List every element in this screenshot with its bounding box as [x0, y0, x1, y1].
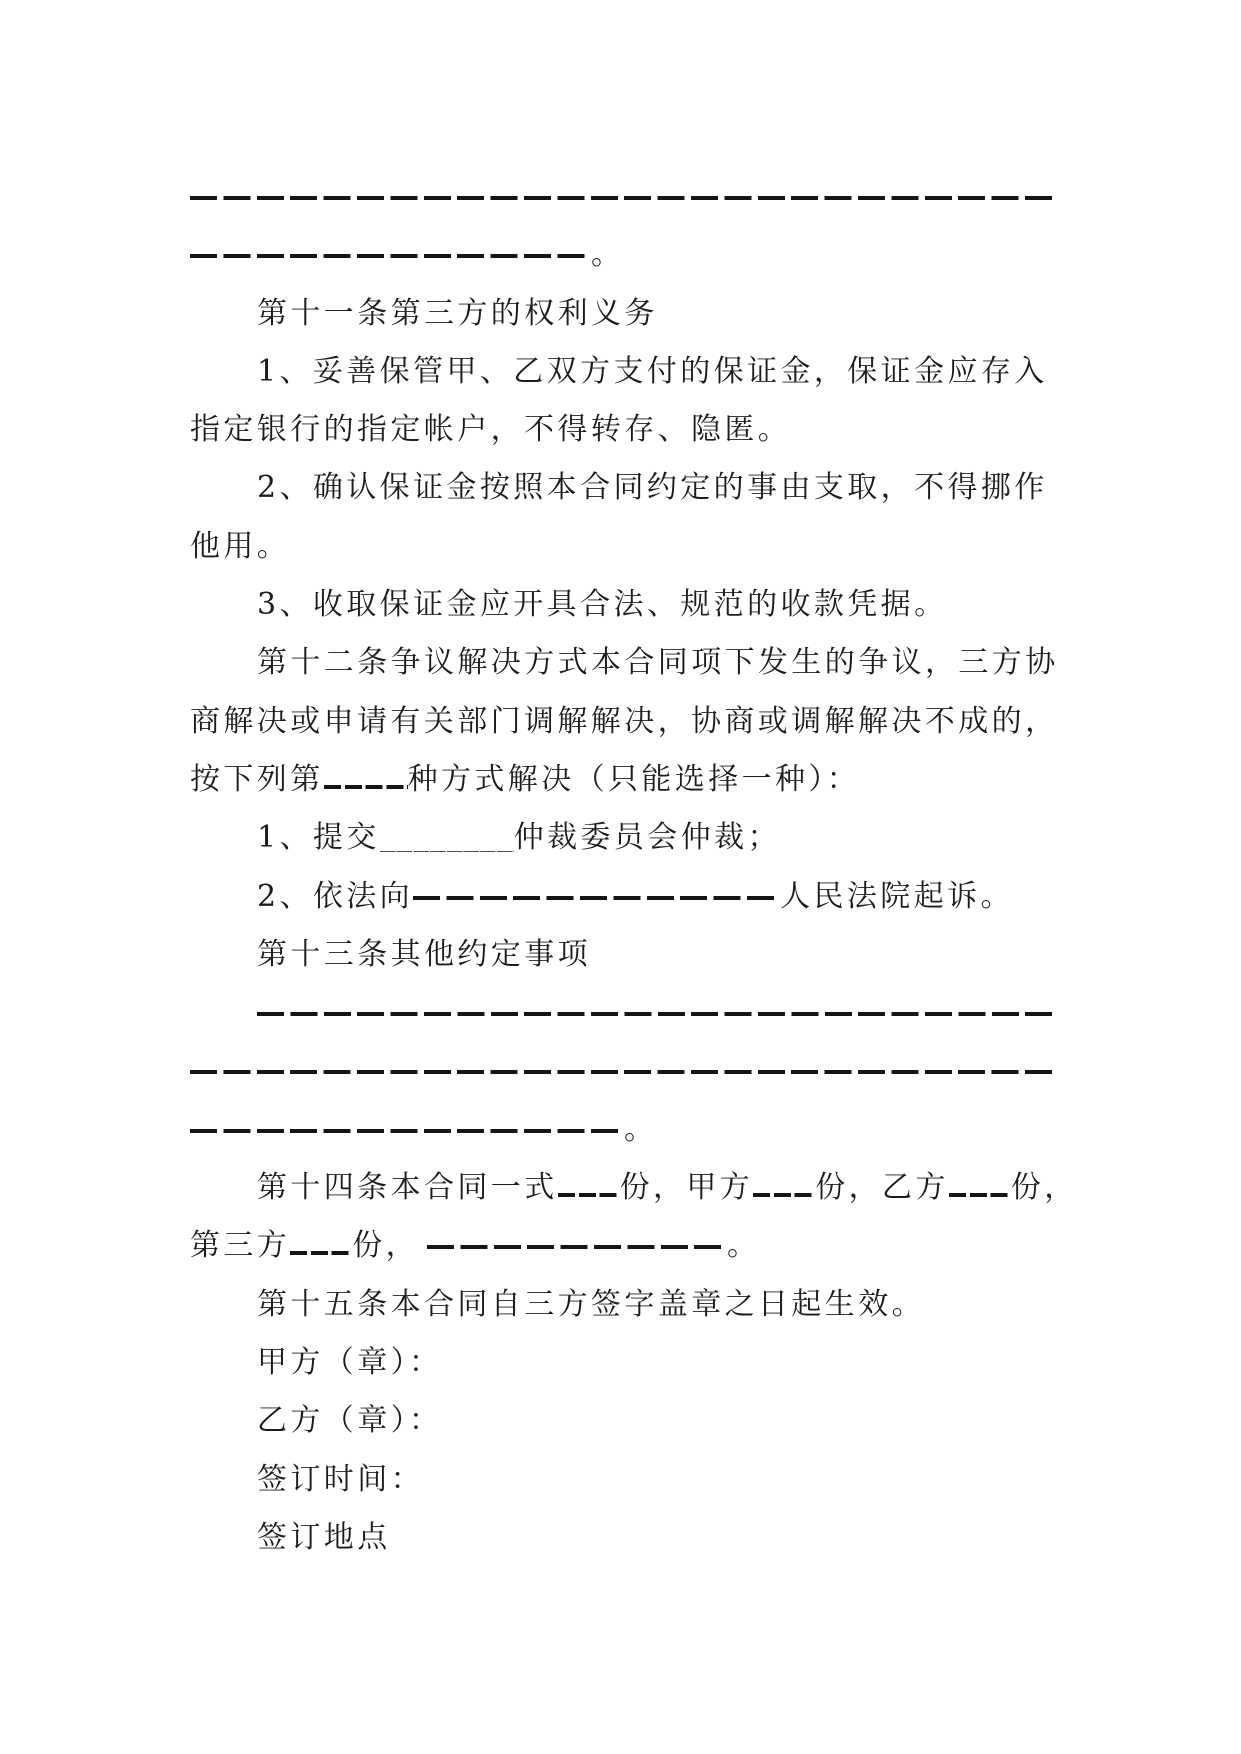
end-mark: 。: [727, 1228, 761, 1264]
article-12-line-1: 第十二条争议解决方式本合同项下发生的争议，三方协: [257, 645, 1059, 681]
fill-in-blank: [753, 1193, 815, 1197]
article-13-title: 第十三条其他约定事项: [257, 936, 591, 972]
article-14-text: 份，: [1010, 1170, 1078, 1206]
end-mark: 。: [591, 237, 625, 273]
signature-place: 签订地点: [257, 1519, 391, 1555]
fill-in-blank: [257, 1012, 1058, 1016]
article-14-text: 份，乙方: [815, 1170, 949, 1206]
option-1-text-before: 1、提交: [257, 820, 380, 856]
article-12-choice-line: [190, 751, 1058, 809]
article-12-option-1: [190, 809, 1058, 867]
article-14-text: 第十四条本合同一式: [257, 1170, 558, 1206]
article-11-item-2-line-1: 2、确认保证金按照本合同约定的事由支取，不得挪作: [257, 470, 1048, 506]
fill-in-blank: [949, 1193, 1011, 1197]
fill-in-blank: [190, 1070, 1058, 1074]
option-2-text-before: 2、依法向: [257, 878, 414, 914]
signature-party-a: 甲方（章）：: [257, 1344, 443, 1380]
article-12-option-2: [190, 868, 1058, 926]
choice-text-after: 种方式解决（只能选择一种）：: [407, 761, 861, 797]
blank-line-row: [190, 984, 1058, 1042]
article-11-item-2-line-2: 他用。: [190, 528, 291, 564]
fill-in-blank: [190, 196, 1058, 200]
fill-in-blank: [190, 1129, 624, 1133]
contract-text: [190, 168, 1078, 1567]
fill-in-blank: [413, 896, 780, 900]
fill-in-blank: [558, 1193, 620, 1197]
article-11-title: 第十一条第三方的权利义务: [257, 295, 658, 331]
fill-in-blank: [380, 851, 514, 853]
fill-in-blank: [427, 1245, 727, 1249]
article-14-text: 份，: [352, 1228, 420, 1264]
article-14-text: 份，甲方: [619, 1170, 754, 1206]
article-12-line-2: 商解决或申请有关部门调解解决，协商或调解解决不成的，: [190, 703, 1059, 739]
article-15: 第十五条本合同自三方签字盖章之日起生效。: [257, 1286, 925, 1322]
article-14-line-2: [190, 1217, 1058, 1275]
fill-in-blank: [190, 254, 591, 258]
blank-line-row: [190, 1042, 1058, 1100]
blank-line-row: [190, 168, 1058, 226]
article-11-item-3: 3、收取保证金应开具合法、规范的收款凭据。: [257, 587, 948, 623]
option-2-text-after: 人民法院起诉。: [780, 878, 1014, 914]
article-14-line-1: [190, 1159, 1078, 1217]
fill-in-blank: [324, 785, 408, 789]
fill-in-blank: [290, 1251, 352, 1255]
choice-text-before: 按下列第: [190, 761, 324, 797]
end-mark: 。: [624, 1111, 658, 1147]
blank-line-row: [190, 1101, 1058, 1159]
signature-party-b: 乙方（章）：: [257, 1403, 443, 1439]
article-11-item-1-line-2: 指定银行的指定帐户，不得转存、隐匿。: [190, 412, 792, 448]
option-1-text-after: 仲裁委员会仲裁；: [513, 820, 781, 856]
article-14-text: 第三方: [190, 1228, 291, 1264]
blank-line-row: [190, 226, 1058, 284]
signature-date: 签订时间：: [257, 1461, 424, 1497]
article-11-item-1-line-1: 1、妥善保管甲、乙双方支付的保证金，保证金应存入: [257, 353, 1048, 389]
